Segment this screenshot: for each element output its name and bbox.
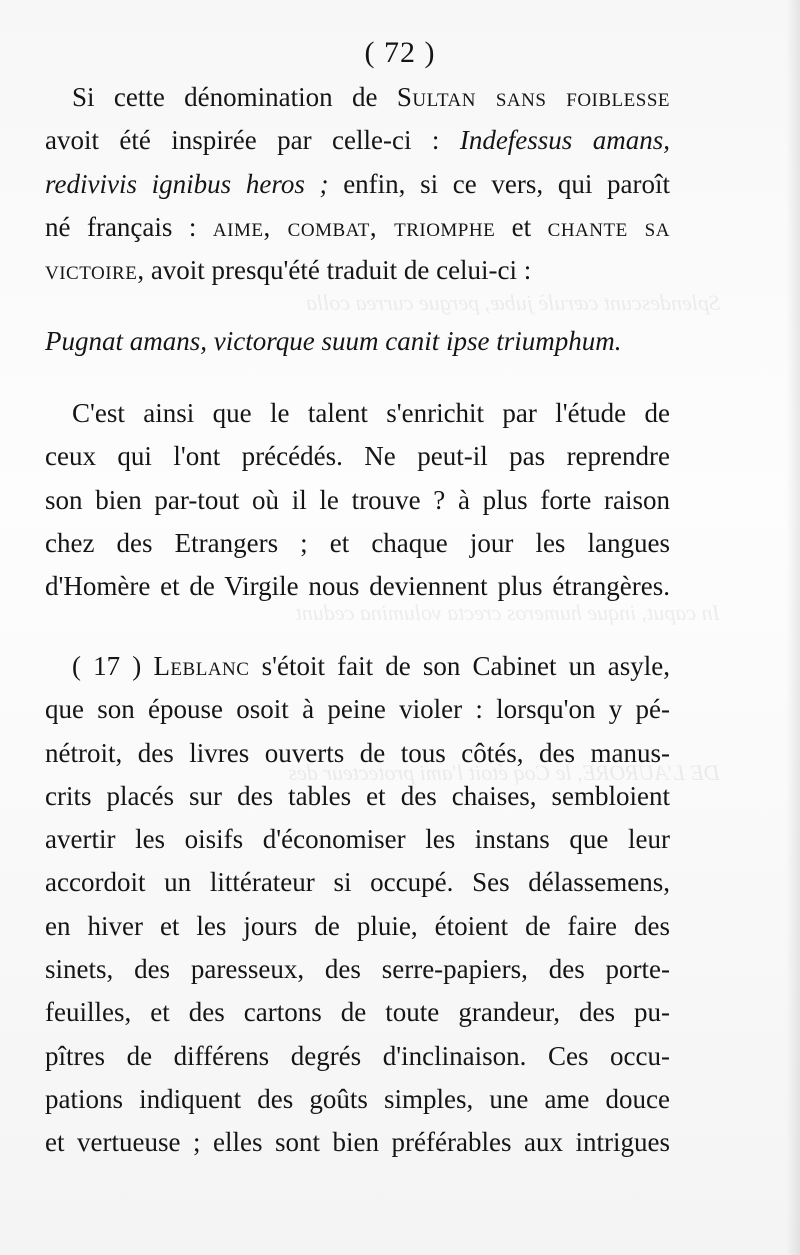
- text-line: C'est ainsi que le talent s'enrichit par l'étude de: [72, 398, 670, 428]
- text-line: que son épouse osoit à peine violer : lorsqu'on y pé-: [45, 694, 670, 725]
- small-caps-phrase: Sultan sans foiblesse: [396, 82, 670, 112]
- paragraph-2: [45, 392, 670, 608]
- text-line: feuilles, et des cartons de toute grandeur, des pu-: [45, 997, 670, 1028]
- small-caps-phrase: aime, combat, triomphe: [212, 211, 496, 242]
- author-name: Leblanc: [153, 651, 250, 681]
- small-caps-phrase: chante sa: [547, 211, 670, 242]
- text-fragment: et: [495, 211, 548, 242]
- small-caps-phrase: victoire: [45, 255, 138, 286]
- text-line: [45, 163, 670, 206]
- show-through-texture: In caput, inque humeros crecta volumina cedunt: [295, 600, 720, 625]
- text-line: en hiver et les jours de pluie, étoient de faire des: [45, 910, 670, 941]
- text-line: [45, 119, 670, 162]
- text-fragment: enfin, si ce vers, qui paroît: [328, 168, 671, 199]
- text-line: et vertueuse ; elles sont bien préférables aux intrigues: [45, 1127, 670, 1158]
- text-line: crits placés sur des tables et des chaises, sembloient: [45, 780, 670, 811]
- latin-verse: Pugnat amans, victorque suum canit ipse triumphum.: [45, 326, 622, 356]
- page-number: ( 72 ): [364, 36, 436, 69]
- text-line: pations indiquent des goûts simples, une ame douce: [45, 1083, 670, 1114]
- text-fragment: Si cette dénomination de: [72, 82, 397, 112]
- text-line: chez des Etrangers ; et chaque jour les langues: [45, 527, 670, 558]
- text-line: son bien par-tout où il le trouve ? à plus forte raison: [45, 484, 670, 515]
- show-through-texture: DE L'AURORE, le Coq étoit l'ami protecteur des: [288, 760, 720, 785]
- text-line: [45, 249, 670, 292]
- text-line: ceux qui l'ont précédés. Ne peut-il pas reprendre: [45, 441, 670, 472]
- text-line: accordoit un littérateur si occupé. Ses délassemens,: [45, 867, 670, 898]
- text-fragment: avoit été inspirée par celle-ci :: [45, 125, 460, 156]
- footnote-17: [45, 645, 670, 1165]
- text-line: sinets, des paresseux, des serre-papiers, des porte-: [45, 954, 670, 985]
- text-line: nétroit, des livres ouverts de tous côtés, des manus-: [45, 737, 670, 768]
- text-fragment: né français :: [45, 211, 213, 242]
- text-line: [45, 76, 670, 119]
- paragraph-1: [45, 76, 670, 292]
- text-line: avertir les oisifs d'économiser les instans que leur: [45, 824, 670, 855]
- latin-quote: Indefessus amans,: [459, 125, 670, 156]
- text-fragment: ( 17 ): [72, 651, 154, 681]
- text-fragment: , avoit presqu'été traduit de celui-ci :: [137, 255, 532, 286]
- show-through-texture: Splendescunt cærulè jubæ, pergue currea colla: [306, 290, 720, 315]
- text-line: [45, 206, 670, 249]
- text-fragment: s'étoit fait de son Cabinet un asyle,: [249, 651, 671, 681]
- text-line: [45, 645, 670, 688]
- text-line: pîtres de différens degrés d'inclinaison. Ces occu-: [45, 1040, 670, 1071]
- page-edge-shadow: [786, 0, 800, 1255]
- text-line: d'Homère et de Virgile nous deviennent plus étrangères.: [45, 571, 670, 602]
- latin-quote: redivivis ignibus heros ;: [45, 168, 329, 199]
